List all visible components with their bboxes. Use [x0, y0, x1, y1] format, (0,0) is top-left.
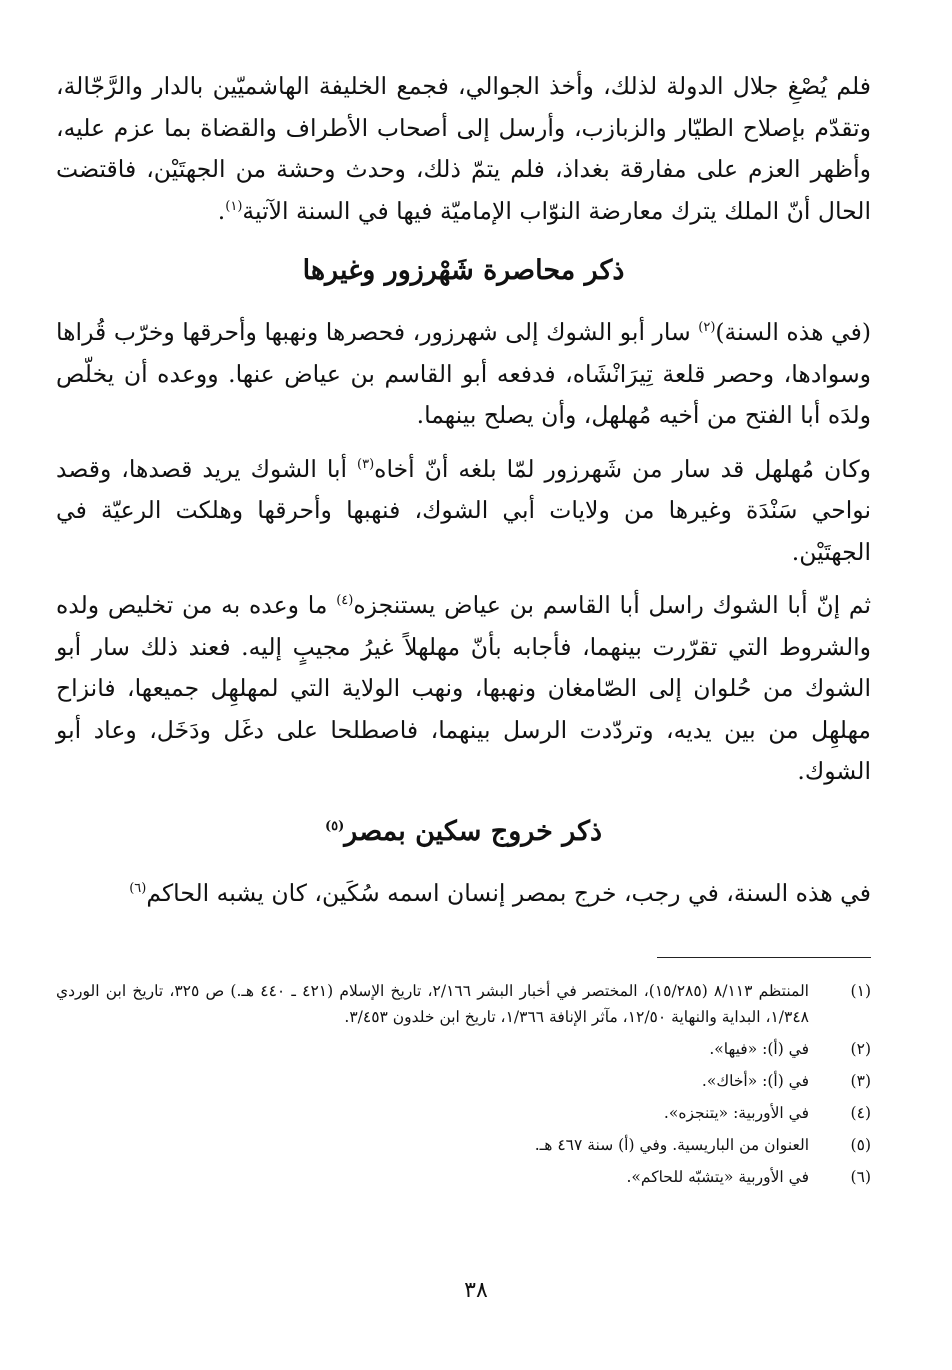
paragraph: وكان مُهلهل قد سار من شَهرزور لمّا بلغه أنّ أخاه$^{(٣)}$ أبا الشوك يريد قصدها، وقصد نواحي سَنْدَة وغيرها من ولايات أبي الشوك، فنهبها وأحرقها وهلكت الرعيّة في الجهتَيْن.	[56, 454, 871, 566]
footnote-number: (٥)	[850, 1136, 871, 1154]
footnote-number: (٦)	[850, 1168, 871, 1186]
paragraph: ثم إنّ أبا الشوك راسل أبا القاسم بن عياض يستنجزه$^{(٤)}$ ما وعده به من تخليص ولده والشروط التي تقرّرت بينهما، فأجابه بأنّ مهلهلاً غيرُ مجيبٍ إليه. فعند ذلك سار أبو الشوك من حُلوان إلى الصّامغان ونهبها، ونهب الولاية التي لمهلهِل جميعها، فانزاح مهلهِل من بين يديه، وتردّدت الرسل بينهما، فاصطلحا على دغَل ودَخَل، وعاد أبو الشوك.	[56, 591, 871, 785]
footnote-text: في (أ): «فيها».	[709, 1040, 809, 1058]
footnote	[56, 1036, 871, 1062]
footnote-text: في الأوربية: «يتنجزه».	[663, 1104, 809, 1122]
footnote-text: في الأوربية «يتشبّه للحاكم».	[626, 1168, 809, 1186]
footnote	[56, 1164, 871, 1190]
footnotes	[56, 978, 871, 1196]
footnote-number: (١)	[850, 982, 871, 1000]
footnote	[56, 978, 871, 1030]
footnote-ref: (١)	[225, 198, 243, 214]
main-text	[56, 66, 871, 914]
footnote-ref: (٣)	[357, 456, 375, 472]
footnote-ref: (٦)	[129, 880, 147, 896]
paragraph: في هذه السنة، في رجب، خرج بمصر إنسان اسمه سُكَين، كان يشبه الحاكم$^{(٦)}$	[129, 878, 871, 907]
section-heading: ذكر محاصرة شَهْرزور وغيرها	[302, 255, 625, 286]
footnote-divider	[657, 957, 871, 958]
footnote-number: (٢)	[850, 1040, 871, 1058]
page-number: ٣٨	[464, 1278, 488, 1303]
footnote-text: العنوان من الباريسية. وفي (أ) سنة ٤٦٧ هـ.	[534, 1136, 809, 1154]
footnote-text: المنتظم ٨/١١٣ (١٥/٢٨٥)، المختصر في أخبار البشر ٢/١٦٦، تاريخ الإسلام (٤٢١ ـ ٤٤٠ هـ.) ص ٣٢٥، تاريخ ابن الوردي ١/٣٤٨، البداية والنهاية ١٢/٥٠، مآثر الإنافة ١/٣٦٦، تاريخ ابن خلدون ٣/٤٥٣.	[56, 982, 809, 1026]
footnote-ref: (٥)	[325, 818, 345, 834]
footnote-number: (٣)	[850, 1072, 871, 1090]
footnote-ref: (٤)	[336, 593, 354, 609]
footnote-ref: (٢)	[698, 320, 716, 336]
footnote	[56, 1132, 871, 1158]
footnote	[56, 1100, 871, 1126]
section-heading: ذكر خروج سكين بمصر$^{(٥)}$	[325, 815, 602, 847]
paragraph: فلم يُصْغِ جلال الدولة لذلك، وأخذ الجوالي، فجمع الخليفة الهاشميّين بالدار والرَّجّالة، وتقدّم بإصلاح الطيّار والزبازب، وأرسل إلى أصحاب الأطراف والقضاة بما عزم عليه، وأظهر العزم على مفارقة بغداذ، فلم يتمّ ذلك، وحدث وحشة من الجهتَيْن، فاقتضت الحال أنّ الملك يترك معارضة النوّاب الإماميّة فيها في السنة الآتية$^{(١)}$.	[56, 72, 871, 225]
footnote-text: في (أ): «أخاك».	[701, 1072, 809, 1090]
paragraph: (في هذه السنة)$^{(٢)}$ سار أبو الشوك إلى شهرزور، فحصرها ونهبها وأحرقها وخرّب قُراها وسوادها، وحصر قلعة تِيرَانْشَاه، فدفعه أبو القاسم بن عياض عنها. ووعده أن يخلّص ولدَه أبا الفتح من أخيه مُهلهل، وأن يصلح بينهما.	[56, 318, 871, 429]
footnote	[56, 1068, 871, 1094]
footnote-number: (٤)	[850, 1104, 871, 1122]
